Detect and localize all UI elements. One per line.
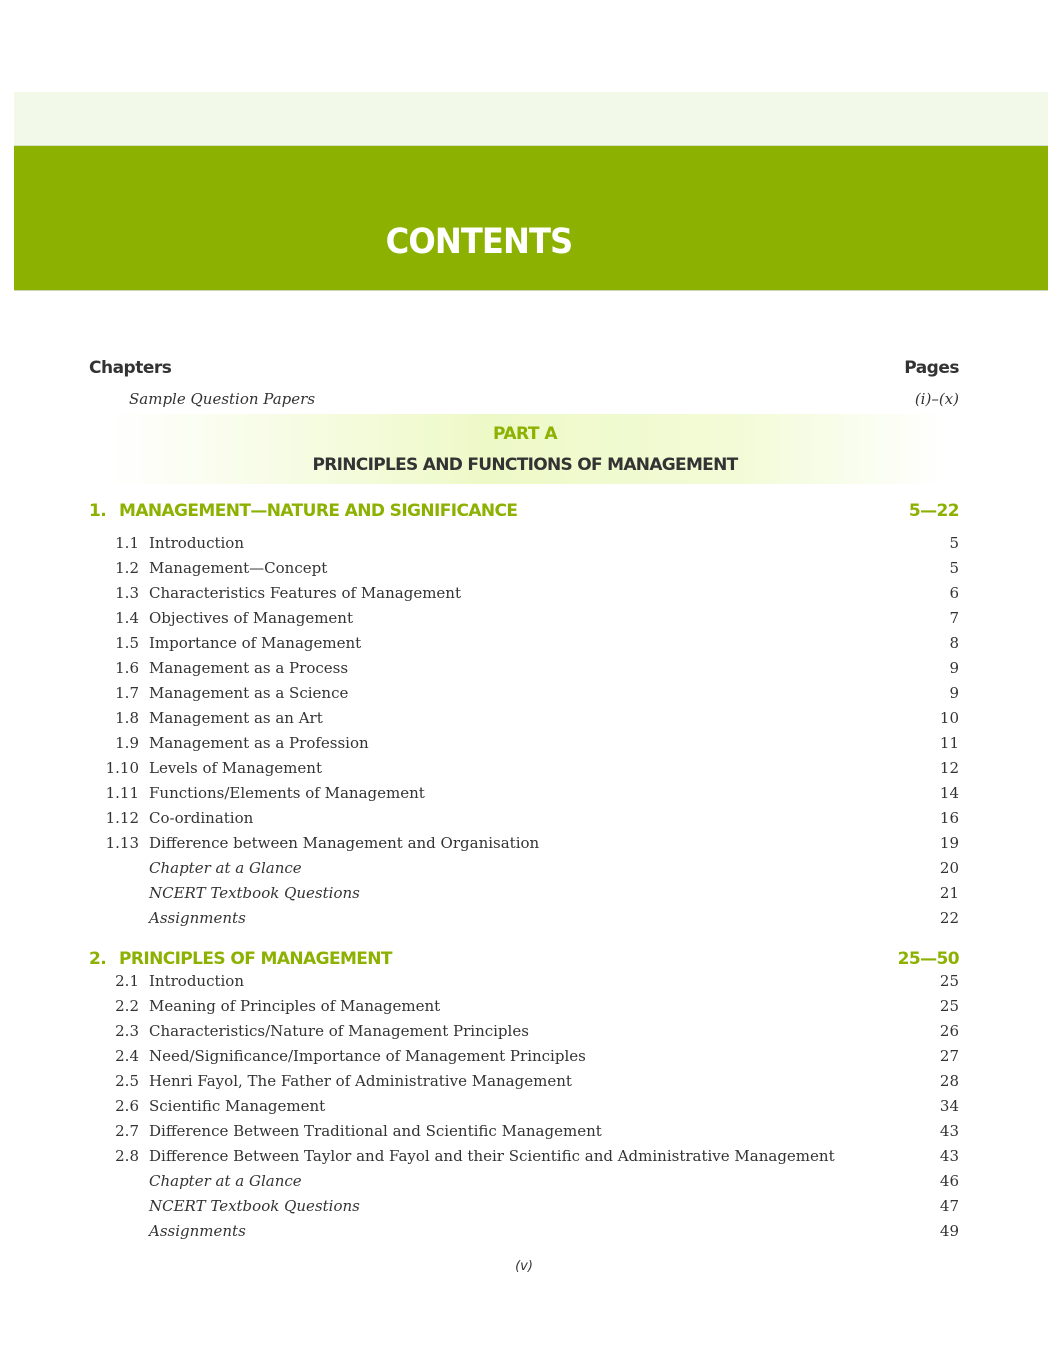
entry-title: Scientific Management	[149, 1096, 326, 1115]
toc-entry[interactable]	[89, 731, 959, 756]
entry-number: 1.10	[105, 758, 139, 777]
entry-title: Levels of Management	[149, 758, 322, 777]
toc-entry[interactable]	[89, 531, 959, 556]
toc-entry[interactable]	[89, 756, 959, 781]
entry-title: Management as a Science	[149, 683, 349, 702]
entry-page: 6	[949, 583, 959, 602]
entry-number: 2.8	[115, 1146, 139, 1165]
entry-page: 22	[939, 908, 959, 927]
entry-number: 1.11	[105, 783, 139, 802]
entry-page: 19	[939, 833, 959, 852]
entry-title: Functions/Elements of Management	[149, 783, 425, 802]
entry-page: 26	[939, 1021, 959, 1040]
entry-number: 1.5	[115, 633, 139, 652]
entry-title: Importance of Management	[149, 633, 362, 652]
toc-entry[interactable]	[89, 1044, 959, 1069]
entry-page: 14	[939, 783, 959, 802]
toc-entry[interactable]	[89, 831, 959, 856]
entry-page: 43	[939, 1146, 959, 1165]
entry-title: Management as a Process	[149, 658, 349, 677]
entry-pages: (i)–(x)	[914, 390, 959, 408]
entry-page: 25	[939, 971, 959, 990]
entry-page: 10	[939, 708, 959, 727]
entry-title: Difference Between Taylor and Fayol and their Scientific and Administrative Management	[149, 1146, 835, 1165]
entry-number: 2.4	[115, 1046, 139, 1065]
entry-page: 34	[939, 1096, 959, 1115]
entry-page: 27	[939, 1046, 959, 1065]
toc-entry[interactable]	[89, 706, 959, 731]
toc-entry[interactable]	[89, 856, 959, 881]
toc-entry[interactable]	[89, 1069, 959, 1094]
entry-title: NCERT Textbook Questions	[149, 1196, 360, 1215]
entry-page: 9	[949, 683, 959, 702]
chapter-pages: 25—50	[897, 949, 959, 969]
entry-number: 2.5	[115, 1071, 139, 1090]
entry-page: 25	[939, 996, 959, 1015]
entry-number: 2.2	[115, 996, 139, 1015]
sample-papers-entry[interactable]	[89, 387, 959, 412]
entry-title: Characteristics/Nature of Management Principles	[149, 1021, 529, 1040]
entry-page: 20	[939, 858, 959, 877]
entry-title: Introduction	[149, 533, 244, 552]
entry-number: 1.13	[105, 833, 139, 852]
entry-title: Henri Fayol, The Father of Administrative Management	[149, 1071, 572, 1090]
entry-number: 1.3	[115, 583, 139, 602]
chapters-column-header: Chapters	[89, 358, 172, 378]
toc-entry[interactable]	[89, 581, 959, 606]
entry-page: 16	[939, 808, 959, 827]
entry-number: 1.7	[115, 683, 139, 702]
entry-page: 8	[949, 633, 959, 652]
toc-entry[interactable]	[89, 1144, 959, 1169]
toc-entry[interactable]	[89, 1169, 959, 1194]
entry-page: 5	[949, 533, 959, 552]
page-title: CONTENTS	[385, 222, 573, 262]
toc-entry[interactable]	[89, 1094, 959, 1119]
entry-title: Chapter at a Glance	[149, 858, 302, 877]
toc-entry[interactable]	[89, 606, 959, 631]
entry-number: 2.3	[115, 1021, 139, 1040]
page-number: (v)	[515, 1259, 533, 1274]
part-banner	[105, 414, 945, 484]
entry-page: 5	[949, 558, 959, 577]
chapter-title: PRINCIPLES OF MANAGEMENT	[119, 949, 392, 969]
toc-entry[interactable]	[89, 656, 959, 681]
entry-title: Meaning of Principles of Management	[149, 996, 441, 1015]
header-band-light	[14, 92, 1048, 146]
entry-title: Management as an Art	[149, 708, 323, 727]
toc-entry[interactable]	[89, 781, 959, 806]
entry-number: 2.1	[115, 971, 139, 990]
toc-entry[interactable]	[89, 969, 959, 994]
entry-title: Sample Question Papers	[129, 390, 316, 408]
entry-title: Management as a Profession	[149, 733, 369, 752]
entry-page: 9	[949, 658, 959, 677]
entry-title: Introduction	[149, 971, 244, 990]
entry-number: 2.7	[115, 1121, 139, 1140]
entry-number: 1.6	[115, 658, 139, 677]
chapter-number: 2.	[89, 949, 107, 969]
toc-entry[interactable]	[89, 806, 959, 831]
toc-entry[interactable]	[89, 1019, 959, 1044]
chapter-heading[interactable]	[89, 499, 959, 523]
toc-entry[interactable]	[89, 681, 959, 706]
entry-page: 12	[939, 758, 959, 777]
entry-title: NCERT Textbook Questions	[149, 883, 360, 902]
entry-page: 47	[939, 1196, 959, 1215]
entry-page: 49	[939, 1221, 959, 1240]
entry-title: Assignments	[149, 1221, 246, 1240]
entry-page: 43	[939, 1121, 959, 1140]
entry-number: 1.2	[115, 558, 139, 577]
entry-number: 1.8	[115, 708, 139, 727]
entry-page: 11	[939, 733, 959, 752]
toc-entry[interactable]	[89, 881, 959, 906]
entry-title: Characteristics Features of Management	[149, 583, 461, 602]
entry-number: 2.6	[115, 1096, 139, 1115]
entry-title: Difference Between Traditional and Scientific Management	[149, 1121, 602, 1140]
toc-entry[interactable]	[89, 994, 959, 1019]
header-band	[14, 146, 1048, 291]
pages-column-header: Pages	[904, 358, 959, 378]
entry-title: Chapter at a Glance	[149, 1171, 302, 1190]
entry-page: 7	[949, 608, 959, 627]
chapter-heading[interactable]	[89, 947, 959, 971]
entry-title: Need/Significance/Importance of Management Principles	[149, 1046, 586, 1065]
toc-entry[interactable]	[89, 1119, 959, 1144]
entry-number: 1.1	[115, 533, 139, 552]
entry-title: Assignments	[149, 908, 246, 927]
entry-title: Objectives of Management	[149, 608, 353, 627]
entry-page: 46	[939, 1171, 959, 1190]
chapter-number: 1.	[89, 501, 107, 521]
entry-page: 28	[939, 1071, 959, 1090]
entry-number: 1.9	[115, 733, 139, 752]
entry-title: Management—Concept	[149, 558, 328, 577]
toc-entry[interactable]	[89, 906, 959, 931]
part-label: PART A	[492, 424, 558, 444]
entry-number: 1.12	[105, 808, 139, 827]
entry-page: 21	[939, 883, 959, 902]
toc-entry[interactable]	[89, 631, 959, 656]
part-title: PRINCIPLES AND FUNCTIONS OF MANAGEMENT	[312, 455, 738, 475]
entry-title: Difference between Management and Organisation	[149, 833, 540, 852]
chapter-pages: 5—22	[908, 501, 959, 521]
entry-title: Co-ordination	[149, 808, 254, 827]
toc-entry[interactable]	[89, 1194, 959, 1219]
chapter-title: MANAGEMENT—NATURE AND SIGNIFICANCE	[119, 501, 518, 521]
toc-entry[interactable]	[89, 1219, 959, 1244]
toc-entry[interactable]	[89, 556, 959, 581]
entry-number: 1.4	[115, 608, 139, 627]
